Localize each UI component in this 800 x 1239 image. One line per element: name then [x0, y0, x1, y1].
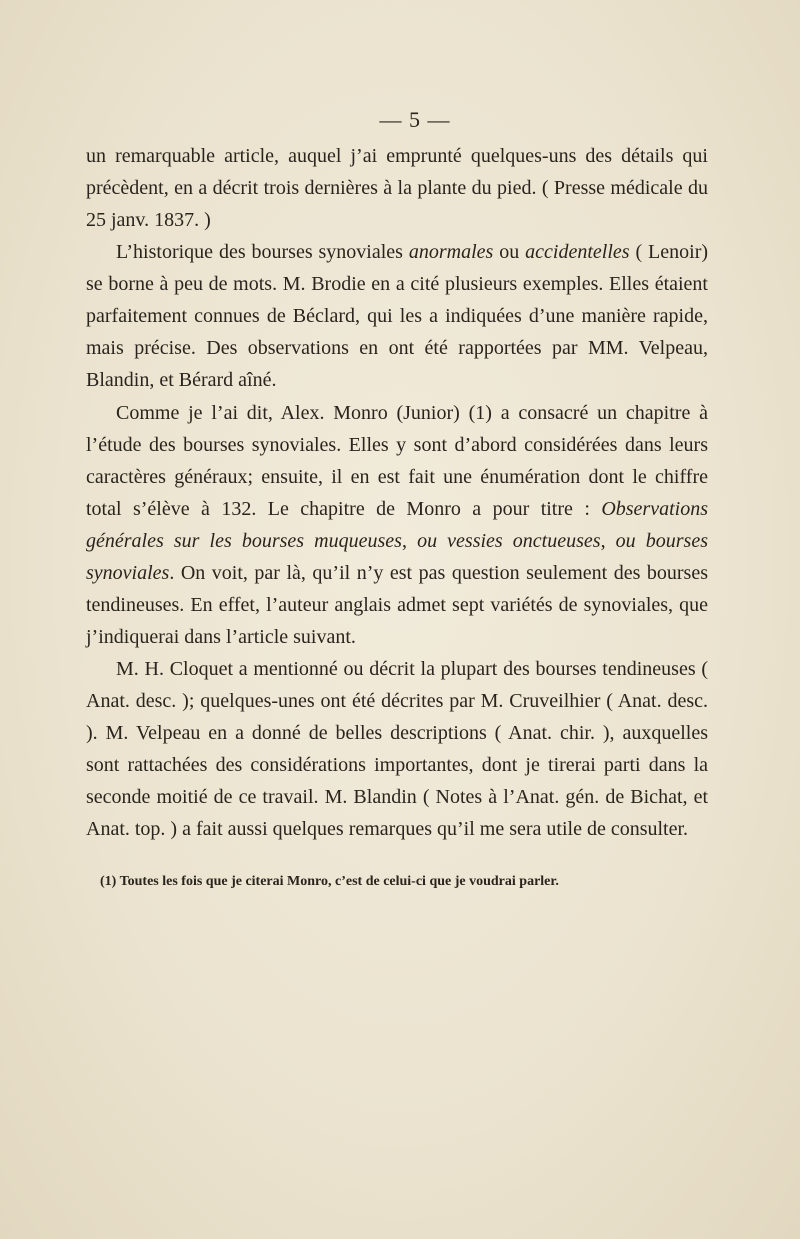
text-block-upper — [86, 140, 708, 396]
italic-term-accidentelles: accidentelles — [525, 241, 630, 263]
paragraph-historique — [86, 236, 708, 396]
italic-title-observations: Observations générales sur les bourses muqueuses — [86, 498, 708, 552]
paragraph-cloquet — [86, 653, 708, 845]
page-number: — 5 — — [379, 107, 451, 132]
text-run: Comme je l’ai dit, Alex. Monro (Junior) (1) a consacré un chapitre à l’étude des bourses synoviales. Elles y sont d’abord considérées dans leurs caractères généraux; ensuite, il en est fait une énumération dont le chiffre total s’élève à 132. Le chapitre de Monro a pour titre : — [86, 402, 708, 520]
text-run: M. H. Cloquet a mentionné ou décrit la plupart des bourses tendineuses ( Anat. desc. ); quelques-unes ont été décrites par M. Cruveilhier ( Anat. desc. ). M. Velpeau en a donné de belles descriptions ( Anat. chir. ), auxquelles sont rattachées des considérations importantes, dont je tirerai parti dans la seconde moitié de ce travail. M. Blandin ( Notes à l’Anat. gén. de Bichat, et Anat. top. ) a fait aussi quelques remarques qu’il me sera utile de consulter. — [86, 658, 708, 840]
text-run: L’historique des bourses synoviales — [116, 241, 409, 263]
text-run: un remarquable article, auquel j’ai emprunté quelques-uns des détails qui précèdent, en a décrit trois dernières à la plante du pied. ( Presse médicale du 25 janv. 1837. ) — [86, 145, 708, 231]
italic-term-anormales: anormales — [408, 241, 494, 263]
paragraph-monro — [86, 397, 708, 653]
text-run: . On voit, par là, qu’il n’y est pas question seulement des bourses tendineuses. En effet, l’auteur anglais admet sept variétés de synoviales, que j’indiquerai dans l’article suivant. — [86, 562, 708, 648]
italic-title-vessies: ou vessies onctueuses — [417, 530, 601, 552]
text-run: ( Lenoir) se borne à peu de mots. M. Brodie en a cité plusieurs exemples. Elles étaient parfaitement connues de Béclard, qui les a indiquées d’une manière rapide, mais précise. Des observations en ont été rapportées par MM. Velpeau, Blandin, et Bérard aîné. — [86, 241, 709, 391]
text-run: ou — [493, 241, 526, 263]
text-run: , — [401, 530, 418, 552]
italic-title-bourses-synoviales: ou bourses synoviales — [86, 530, 709, 584]
text-block-lower — [86, 397, 708, 845]
paragraph-continuation — [86, 140, 708, 236]
text-run: , — [600, 530, 616, 552]
footnote: (1) Toutes les fois que je citerai Monro, c’est de celui-ci que je voudrai parler. — [100, 874, 559, 889]
